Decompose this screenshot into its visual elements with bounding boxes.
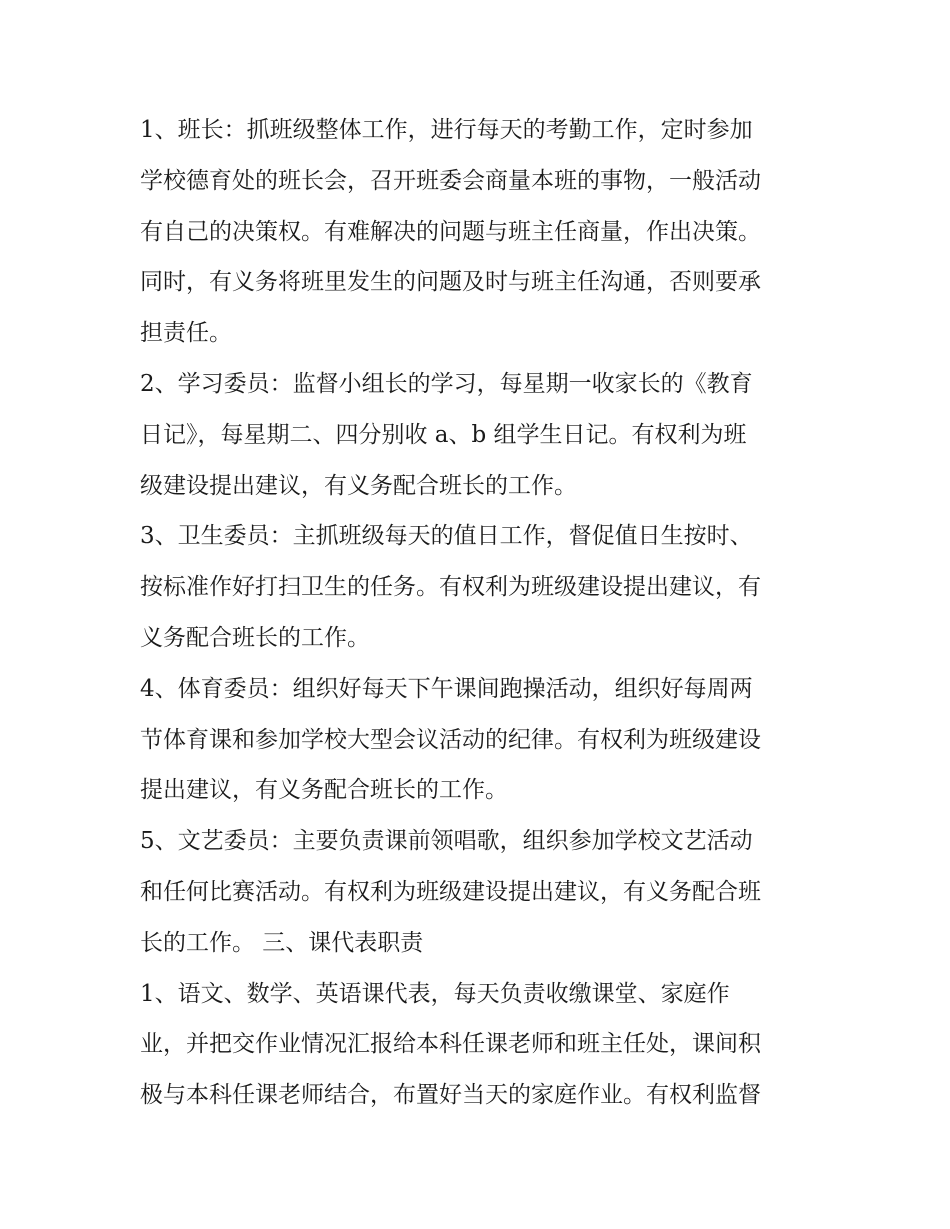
text-line: 节体育课和参加学校大型会议活动的纪律。有权利为班级建设 (140, 726, 761, 753)
text-line: 5、文艺委员：主要负责课前领唱歌，组织参加学校文艺活动 (140, 828, 753, 855)
text-line: 有自己的决策权。有难解决的问题与班主任商量，作出决策。 (140, 218, 761, 245)
text-line: 日记》，每星期二、四分别收 a、b 组学生日记。有权利为班 (140, 421, 747, 448)
text-line: 同时，有义务将班里发生的问题及时与班主任沟通，否则要承 (140, 269, 761, 296)
text-line: 担责任。 (140, 320, 232, 347)
text-line: 义务配合班长的工作。 (140, 624, 370, 651)
text-line: 和任何比赛活动。有权利为班级建设提出建议，有义务配合班 (140, 878, 761, 905)
text-line: 1、语文、数学、英语课代表，每天负责收缴课堂、家庭作 (140, 980, 730, 1007)
text-line: 极与本科任课老师结合，布置好当天的家庭作业。有权利监督 (140, 1082, 761, 1109)
text-line: 长的工作。 三、课代表职责 (140, 929, 424, 956)
text-line: 4、体育委员：组织好每天下午课间跑操活动，组织好每周两 (140, 675, 753, 702)
text-line: 级建设提出建议，有义务配合班长的工作。 (140, 472, 577, 499)
text-line: 2、学习委员：监督小组长的学习，每星期一收家长的《教育 (140, 370, 753, 397)
text-line: 按标准作好打扫卫生的任务。有权利为班级建设提出建议，有 (140, 574, 761, 601)
text-line: 3、卫生委员：主抓班级每天的值日工作，督促值日生按时、 (140, 523, 753, 550)
text-line: 业，并把交作业情况汇报给本科任课老师和班主任处，课间积 (140, 1031, 761, 1058)
text-line: 学校德育处的班长会，召开班委会商量本班的事物，一般活动 (140, 167, 761, 194)
text-line: 1、班长：抓班级整体工作，进行每天的考勤工作，定时参加 (140, 117, 753, 143)
text-line: 提出建议，有义务配合班长的工作。 (140, 777, 508, 804)
document-body (140, 105, 820, 1121)
